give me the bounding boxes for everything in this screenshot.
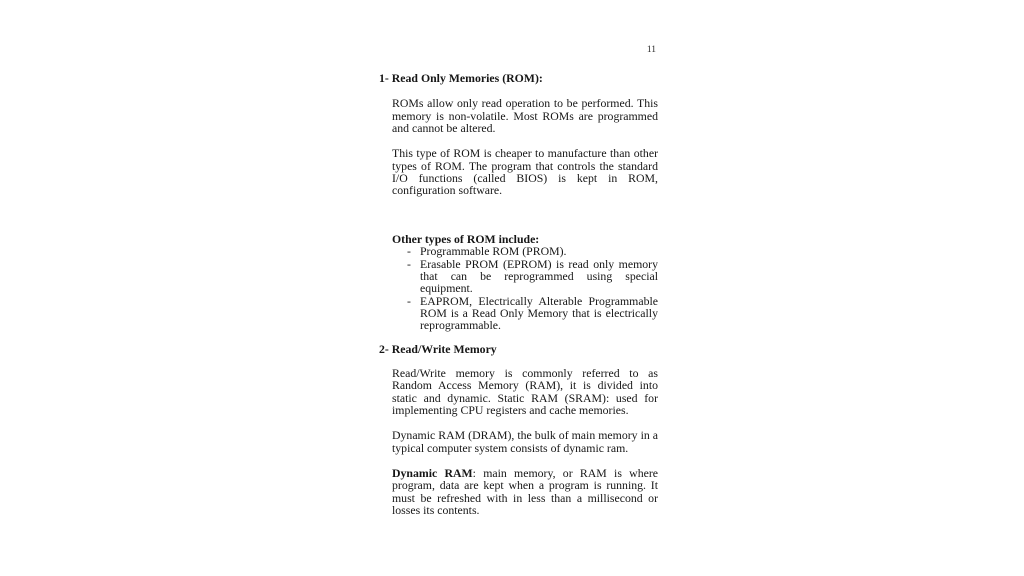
rom-paragraph-2: This type of ROM is cheaper to manufacture than other types of ROM. The program that controls the standard I/O functions (called BIOS) is kept in ROM, configuration software. [392,146,658,198]
rw-paragraph-3 [392,467,658,516]
heading-read-write-memory: 2- Read/Write Memory [379,341,497,356]
heading-read-only-memories: 1- Read Only Memories (ROM): [379,71,543,85]
document-content [379,45,659,516]
subheading-other-rom-types: Other types of ROM include: [392,231,540,246]
dynamic-ram-definition: : main memory, or RAM is where program, data are kept when a program is running. It must be refreshed with in less than a millisecond or losses its contents. [392,466,658,518]
rom-paragraph-1: ROMs allow only read operation to be performed. This memory is non-volatile. Most ROMs are programmed and cannot be altered. [392,96,658,136]
list-item [407,295,658,332]
bullet-dash: - [407,293,411,308]
list-item [407,245,658,257]
bullet-dash: - [407,244,411,259]
rw-paragraph-2: Dynamic RAM (DRAM), the bulk of main memory in a typical computer system consists of dynamic ram. [392,428,658,455]
rw-paragraph-1: Read/Write memory is commonly referred to as Random Access Memory (RAM), it is divided into static and dynamic. Static RAM (SRAM): used for implementing CPU registers and cache memories. [392,366,658,418]
list-item-text: Erasable PROM (EPROM) is read only memory that can be reprogrammed using special equipment. [420,256,658,296]
list-item [407,258,658,295]
list-item-text: EAPROM, Electrically Alterable Programmable ROM is a Read Only Memory that is electrically reprogrammable. [420,293,658,333]
dynamic-ram-term: Dynamic RAM [392,466,473,481]
rom-types-list [407,245,658,331]
list-item-text: Programmable ROM (PROM). [420,244,567,259]
page-number: 11 [646,45,656,55]
bullet-dash: - [407,256,411,271]
